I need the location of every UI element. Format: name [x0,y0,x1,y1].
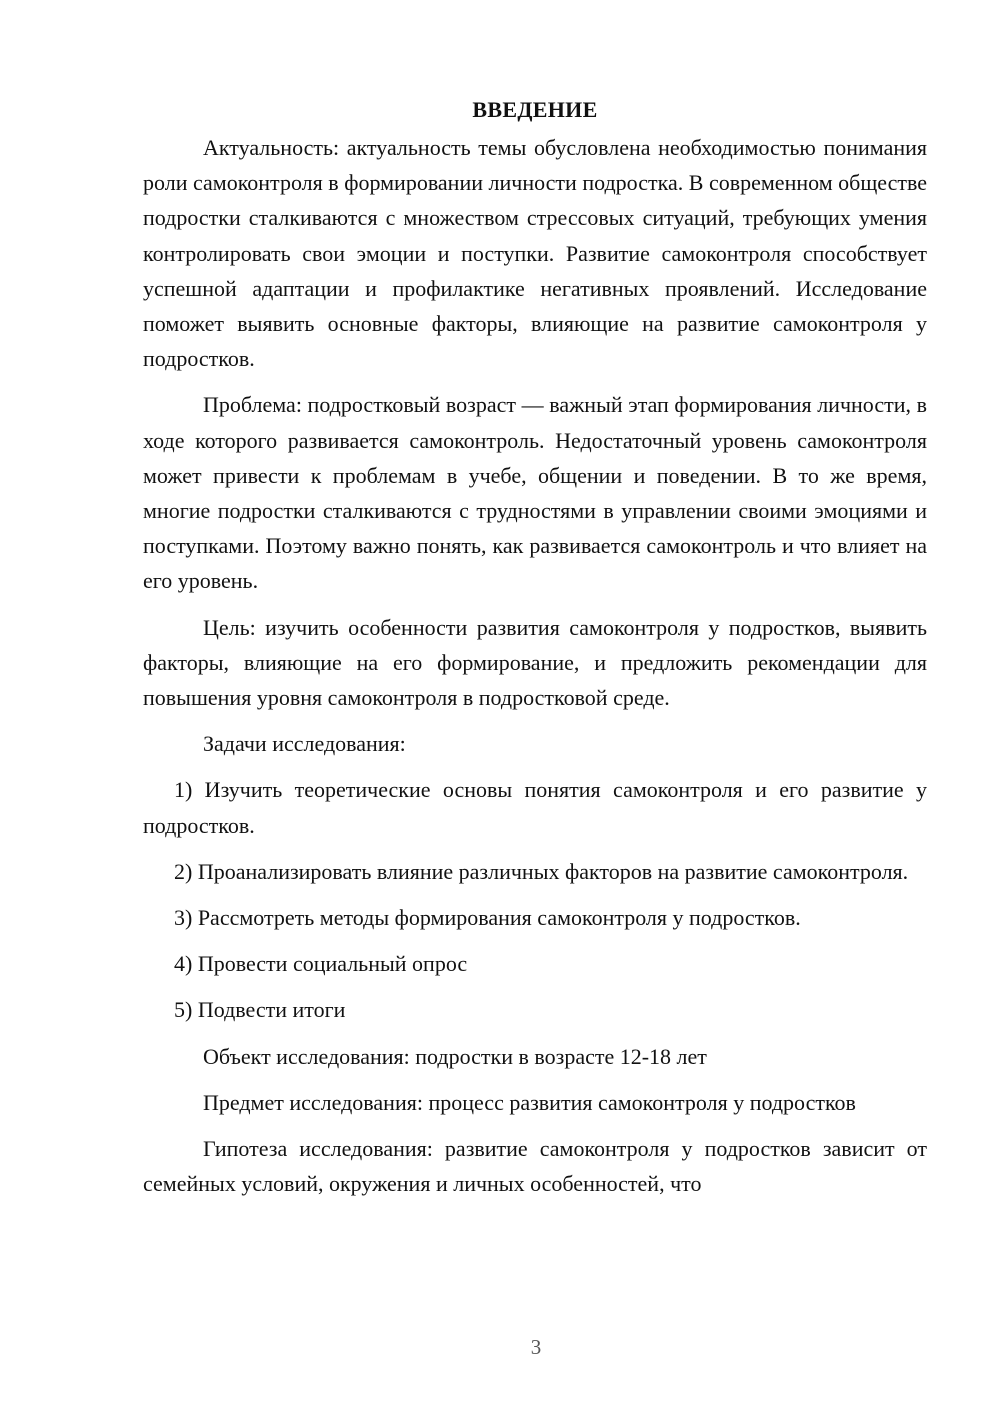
tasks-heading: Задачи исследования: [203,731,406,757]
page-number: 3 [530,1335,542,1359]
task-item-1: 1) Изучить теоретические основы понятия самоконтроля и его развитие у подростков. [143,777,927,838]
problem-paragraph: Проблема: подростковый возраст — важный этап формирования личности, в ходе которого развивается самоконтроль. Недостаточный уровень самоконтроля может привести к проблемам в учебе, общении и поведении. В то же время, многие подростки сталкиваются с трудностями в управлении своими эмоциями и поступками. Поэтому важно понять, как развивается самоконтроль и что влияет на его уровень. [143,392,927,594]
goal-paragraph: Цель: изучить особенности развития самоконтроля у подростков, выявить факторы, влияющие на его формирование, и предложить рекомендации для повышения уровня самоконтроля в подростковой среде. [143,614,927,711]
relevance-paragraph: Актуальность: актуальность темы обусловлена необходимостью понимания роли самоконтроля в формировании личности подростка. В современном обществе подростки сталкиваются с множеством стрессовых ситуаций, требующих умения контролировать свои эмоции и поступки. Развитие самоконтроля способствует успешной адаптации и профилактике негативных проявлений. Исследование поможет выявить основные факторы, влияющие на развитие самоконтроля у подростков. [143,135,927,372]
section-title: ВВЕДЕНИЕ [472,97,598,122]
research-object: Объект исследования: подростки в возрасте 12-18 лет [203,1043,707,1069]
task-item-4: 4) Провести социальный опрос [174,951,468,977]
research-hypothesis: Гипотеза исследования: развитие самоконтроля у подростков зависит от семейных условий, окружения и личных особенностей, что [143,1136,927,1197]
task-item-3: 3) Рассмотреть методы формирования самоконтроля у подростков. [174,905,801,931]
research-subject: Предмет исследования: процесс развития самоконтроля у подростков [203,1089,856,1115]
page-content [143,92,927,1212]
task-item-2: 2) Проанализировать влияние различных факторов на развитие самоконтроля. [174,858,909,884]
task-item-5: 5) Подвести итоги [174,997,346,1023]
